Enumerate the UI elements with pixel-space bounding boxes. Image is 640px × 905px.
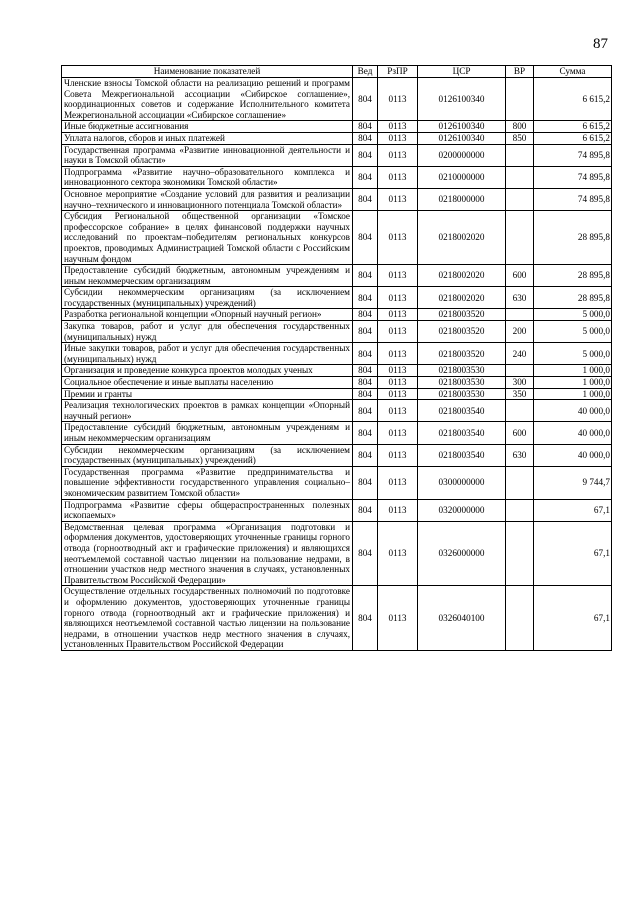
table-row	[62, 211, 612, 265]
cell-name: Осуществление отдельных государственных полномочий по подготовке и оформлению документов, удостоверяющих уточненные границы горного отвода (горноотводный акт и графические приложения) и являющихся неотъемлемой составной частью лицензии на пользование недрами, в отношении участков недр местного значения в случаях, установленных Правительством Российской Федерации	[62, 586, 353, 651]
cell-sum: 28 895,8	[534, 287, 612, 309]
cell-rzpr: 0113	[378, 265, 418, 287]
cell-csr: 0200000000	[418, 144, 506, 166]
cell-rzpr: 0113	[378, 321, 418, 343]
cell-vr: 850	[506, 132, 534, 144]
cell-sum: 5 000,0	[534, 343, 612, 365]
cell-vr: 600	[506, 422, 534, 444]
cell-csr: 0326000000	[418, 521, 506, 586]
cell-csr: 0218003520	[418, 343, 506, 365]
cell-sum: 1 000,0	[534, 365, 612, 377]
cell-vr: 630	[506, 444, 534, 466]
cell-ved: 804	[353, 586, 378, 651]
cell-rzpr: 0113	[378, 166, 418, 188]
cell-sum: 67,1	[534, 586, 612, 651]
cell-ved: 804	[353, 287, 378, 309]
cell-csr: 0218002020	[418, 265, 506, 287]
cell-name: Реализация технологических проектов в рамках концепции «Опорный научный регион»	[62, 400, 353, 422]
cell-vr	[506, 521, 534, 586]
table-row	[62, 78, 612, 121]
table-row	[62, 586, 612, 651]
cell-ved: 804	[353, 388, 378, 400]
cell-ved: 804	[353, 144, 378, 166]
cell-vr: 630	[506, 287, 534, 309]
cell-ved: 804	[353, 422, 378, 444]
cell-sum: 28 895,8	[534, 211, 612, 265]
cell-rzpr: 0113	[378, 365, 418, 377]
cell-csr: 0218003530	[418, 377, 506, 389]
table-row	[62, 521, 612, 586]
cell-name: Предоставление субсидий бюджетным, автономным учреждениям и иным некоммерческим организациям	[62, 422, 353, 444]
page-number: 87	[593, 36, 608, 52]
cell-name: Иные закупки товаров, работ и услуг для обеспечения государственных (муниципальных) нужд	[62, 343, 353, 365]
cell-name: Подпрограмма «Развитие сферы общераспространенных полезных ископаемых»	[62, 499, 353, 521]
header-sum: Сумма	[534, 66, 612, 78]
cell-name: Государственная программа «Развитие предпринимательства и повышение эффективности государственного управления социально–экономическим развитием Томской области»	[62, 466, 353, 499]
table-row	[62, 121, 612, 133]
cell-vr: 200	[506, 321, 534, 343]
cell-ved: 804	[353, 521, 378, 586]
cell-vr	[506, 365, 534, 377]
cell-csr: 0218003540	[418, 400, 506, 422]
cell-name: Премии и гранты	[62, 388, 353, 400]
budget-table	[61, 65, 612, 651]
header-vr: ВР	[506, 66, 534, 78]
cell-sum: 40 000,0	[534, 400, 612, 422]
cell-csr: 0326040100	[418, 586, 506, 651]
header-name: Наименование показателей	[62, 66, 353, 78]
cell-csr: 0218000000	[418, 188, 506, 210]
table-row	[62, 444, 612, 466]
table-row	[62, 499, 612, 521]
cell-vr	[506, 78, 534, 121]
cell-csr: 0218003520	[418, 321, 506, 343]
table-row	[62, 321, 612, 343]
cell-ved: 804	[353, 321, 378, 343]
cell-sum: 5 000,0	[534, 321, 612, 343]
cell-vr	[506, 586, 534, 651]
cell-vr: 240	[506, 343, 534, 365]
cell-rzpr: 0113	[378, 388, 418, 400]
cell-sum: 74 895,8	[534, 166, 612, 188]
cell-csr: 0218003540	[418, 444, 506, 466]
cell-rzpr: 0113	[378, 377, 418, 389]
cell-vr	[506, 499, 534, 521]
cell-csr: 0218003540	[418, 422, 506, 444]
cell-sum: 28 895,8	[534, 265, 612, 287]
cell-name: Основное мероприятие «Создание условий для развития и реализации научно–технического и инновационного потенциала Томской области»	[62, 188, 353, 210]
cell-rzpr: 0113	[378, 466, 418, 499]
cell-vr: 350	[506, 388, 534, 400]
cell-ved: 804	[353, 265, 378, 287]
cell-csr: 0126100340	[418, 132, 506, 144]
header-rzpr: РзПР	[378, 66, 418, 78]
header-csr: ЦСР	[418, 66, 506, 78]
cell-csr: 0210000000	[418, 166, 506, 188]
table-row	[62, 309, 612, 321]
cell-vr	[506, 188, 534, 210]
table-row	[62, 144, 612, 166]
cell-ved: 804	[353, 499, 378, 521]
table-row	[62, 388, 612, 400]
cell-ved: 804	[353, 211, 378, 265]
cell-sum: 40 000,0	[534, 444, 612, 466]
table-row	[62, 287, 612, 309]
cell-sum: 40 000,0	[534, 422, 612, 444]
cell-sum: 67,1	[534, 499, 612, 521]
cell-name: Подпрограмма «Развитие научно–образовательного комплекса и инновационного сектора экономики Томской области»	[62, 166, 353, 188]
cell-ved: 804	[353, 343, 378, 365]
cell-sum: 74 895,8	[534, 188, 612, 210]
cell-rzpr: 0113	[378, 444, 418, 466]
cell-csr: 0218002020	[418, 287, 506, 309]
cell-name: Закупка товаров, работ и услуг для обеспечения государственных (муниципальных) нужд	[62, 321, 353, 343]
cell-sum: 9 744,7	[534, 466, 612, 499]
cell-ved: 804	[353, 444, 378, 466]
cell-rzpr: 0113	[378, 309, 418, 321]
cell-sum: 6 615,2	[534, 132, 612, 144]
cell-name: Иные бюджетные ассигнования	[62, 121, 353, 133]
cell-rzpr: 0113	[378, 287, 418, 309]
cell-name: Субсидии некоммерческим организациям (за исключением государственных (муниципальных) учреждений)	[62, 444, 353, 466]
cell-name: Субсидия Региональной общественной организации «Томское профессорское собрание» в целях финансовой поддержки научных исследований по проектам–победителям региональных конкурсов проектов, проводимых Администрацией Томской области с Российским научным фондом	[62, 211, 353, 265]
cell-csr: 0126100340	[418, 78, 506, 121]
cell-rzpr: 0113	[378, 188, 418, 210]
table-row	[62, 400, 612, 422]
header-ved: Вед	[353, 66, 378, 78]
cell-ved: 804	[353, 78, 378, 121]
table-row	[62, 377, 612, 389]
cell-rzpr: 0113	[378, 400, 418, 422]
cell-ved: 804	[353, 188, 378, 210]
cell-sum: 67,1	[534, 521, 612, 586]
cell-csr: 0218003530	[418, 388, 506, 400]
cell-rzpr: 0113	[378, 521, 418, 586]
table-row	[62, 132, 612, 144]
cell-rzpr: 0113	[378, 211, 418, 265]
cell-name: Социальное обеспечение и иные выплаты населению	[62, 377, 353, 389]
cell-rzpr: 0113	[378, 586, 418, 651]
cell-ved: 804	[353, 132, 378, 144]
cell-ved: 804	[353, 377, 378, 389]
cell-sum: 1 000,0	[534, 388, 612, 400]
cell-rzpr: 0113	[378, 422, 418, 444]
cell-vr	[506, 400, 534, 422]
cell-rzpr: 0113	[378, 132, 418, 144]
cell-rzpr: 0113	[378, 343, 418, 365]
cell-name: Членские взносы Томской области на реализацию решений и программ Совета Межрегиональной ассоциации «Сибирское соглашение», координационных советов и содержание Исполнительного комитета Межрегиональной ассоциации «Сибирское соглашение»	[62, 78, 353, 121]
cell-ved: 804	[353, 400, 378, 422]
table-row	[62, 166, 612, 188]
cell-name: Ведомственная целевая программа «Организация подготовки и оформления документов, удостоверяющих уточненные границы горного отвода (горноотводный акт и графические приложения) и являющихся неотъемлемой составной частью лицензии на пользование недрами, в отношении участков недр местного значения в случаях, установленных Правительством Российской Федерации»	[62, 521, 353, 586]
cell-name: Государственная программа «Развитие инновационной деятельности и науки в Томской области»	[62, 144, 353, 166]
cell-ved: 804	[353, 309, 378, 321]
cell-csr: 0320000000	[418, 499, 506, 521]
table-row	[62, 466, 612, 499]
table-row	[62, 343, 612, 365]
cell-csr: 0218003520	[418, 309, 506, 321]
cell-vr	[506, 144, 534, 166]
cell-rzpr: 0113	[378, 78, 418, 121]
cell-vr	[506, 309, 534, 321]
cell-vr: 800	[506, 121, 534, 133]
cell-sum: 6 615,2	[534, 121, 612, 133]
cell-name: Уплата налогов, сборов и иных платежей	[62, 132, 353, 144]
cell-ved: 804	[353, 466, 378, 499]
cell-ved: 804	[353, 121, 378, 133]
cell-name: Организация и проведение конкурса проектов молодых ученых	[62, 365, 353, 377]
cell-name: Субсидии некоммерческим организациям (за исключением государственных (муниципальных) учреждений)	[62, 287, 353, 309]
cell-vr	[506, 211, 534, 265]
cell-vr	[506, 166, 534, 188]
cell-rzpr: 0113	[378, 144, 418, 166]
table-row	[62, 422, 612, 444]
cell-csr: 0126100340	[418, 121, 506, 133]
cell-ved: 804	[353, 365, 378, 377]
cell-sum: 1 000,0	[534, 377, 612, 389]
cell-sum: 5 000,0	[534, 309, 612, 321]
table-header-row	[62, 66, 612, 78]
cell-vr: 300	[506, 377, 534, 389]
cell-vr	[506, 466, 534, 499]
cell-name: Предоставление субсидий бюджетным, автономным учреждениям и иным некоммерческим организациям	[62, 265, 353, 287]
table-row	[62, 365, 612, 377]
cell-rzpr: 0113	[378, 499, 418, 521]
cell-sum: 6 615,2	[534, 78, 612, 121]
table-body	[62, 78, 612, 651]
table-row	[62, 265, 612, 287]
cell-ved: 804	[353, 166, 378, 188]
cell-csr: 0300000000	[418, 466, 506, 499]
cell-csr: 0218002020	[418, 211, 506, 265]
cell-vr: 600	[506, 265, 534, 287]
table-row	[62, 188, 612, 210]
cell-name: Разработка региональной концепции «Опорный научный регион»	[62, 309, 353, 321]
cell-sum: 74 895,8	[534, 144, 612, 166]
cell-csr: 0218003530	[418, 365, 506, 377]
cell-rzpr: 0113	[378, 121, 418, 133]
